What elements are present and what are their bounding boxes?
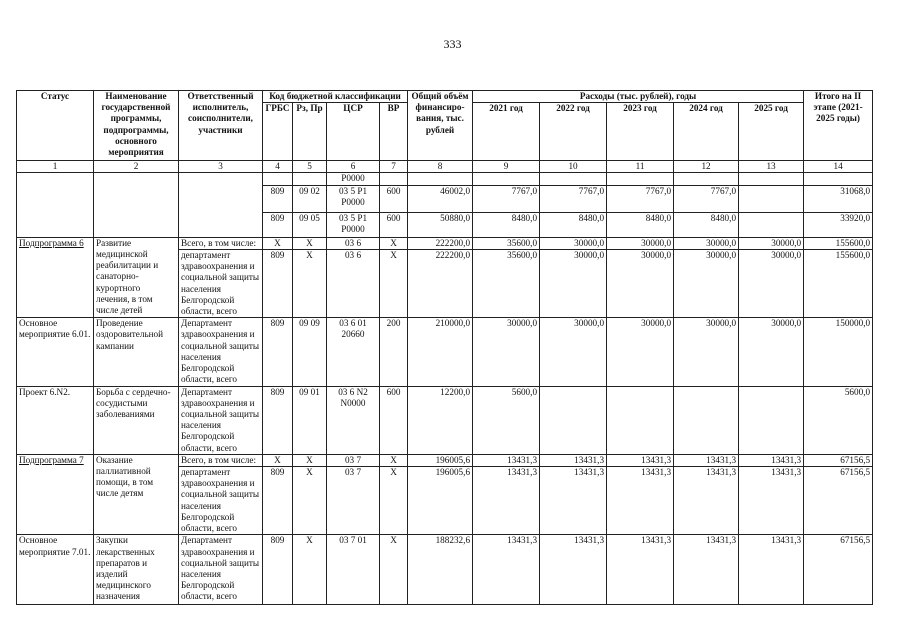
- y2024-cell: 8480,0: [674, 212, 739, 237]
- y2021-cell: 7767,0: [473, 185, 540, 212]
- table-row: [17, 535, 873, 605]
- vr-cell: 600: [380, 185, 408, 212]
- status-cell: Основное мероприятие 7.01.: [17, 535, 94, 605]
- total-cell: 196005,6: [408, 467, 473, 535]
- table-row: [17, 386, 873, 454]
- y2021-cell: 13431,3: [473, 467, 540, 535]
- grbs-cell: 809: [263, 185, 293, 212]
- grbs-cell: 809: [263, 467, 293, 535]
- responsible-cell: Департамент здравоохранения и социальной защиты населения Белгородской области, всего: [179, 386, 263, 454]
- responsible-cell: Всего, в том числе:: [179, 237, 263, 249]
- y2023-cell: [607, 173, 674, 185]
- name-cell: Проведение оздоровительной кампании: [94, 318, 179, 386]
- csr-cell: 03 6 01 20660: [327, 318, 380, 386]
- header-vr: ВР: [380, 103, 408, 161]
- responsible-cell: департамент здравоохранения и социальной защиты населения Белгородской области, всего: [179, 249, 263, 317]
- header-rzpr: Рз, Пр: [293, 103, 327, 161]
- y2021-cell: 8480,0: [473, 212, 540, 237]
- y2022-cell: 7767,0: [540, 185, 607, 212]
- total-cell: 222200,0: [408, 249, 473, 317]
- responsible-cell: [179, 173, 263, 237]
- column-number: 14: [804, 161, 873, 173]
- rzpr-cell: 09 05: [293, 212, 327, 237]
- y2024-cell: [674, 173, 739, 185]
- y2024-cell: [674, 386, 739, 454]
- y2022-cell: 30000,0: [540, 237, 607, 249]
- table-row: [17, 173, 873, 185]
- grbs-cell: Х: [263, 237, 293, 249]
- column-number: 3: [179, 161, 263, 173]
- y2024-cell: 7767,0: [674, 185, 739, 212]
- rzpr-cell: Х: [293, 237, 327, 249]
- y2022-cell: 13431,3: [540, 535, 607, 605]
- stage-cell: 67156,5: [804, 467, 873, 535]
- y2023-cell: 13431,3: [607, 535, 674, 605]
- csr-cell: 03 5 Р1 Р0000: [327, 185, 380, 212]
- y2023-cell: 8480,0: [607, 212, 674, 237]
- vr-cell: 600: [380, 386, 408, 454]
- vr-cell: Х: [380, 454, 408, 466]
- stage-cell: 155600,0: [804, 249, 873, 317]
- header-expenses: Расходы (тыс. рублей), годы: [473, 91, 804, 103]
- y2025-cell: 13431,3: [739, 454, 804, 466]
- header-2025: 2025 год: [739, 103, 804, 161]
- stage-cell: [804, 173, 873, 185]
- y2025-cell: [739, 185, 804, 212]
- header-2022: 2022 год: [540, 103, 607, 161]
- y2024-cell: 30000,0: [674, 249, 739, 317]
- y2025-cell: 30000,0: [739, 237, 804, 249]
- budget-table: [16, 90, 873, 605]
- grbs-cell: 809: [263, 212, 293, 237]
- responsible-cell: Всего, в том числе:: [179, 454, 263, 466]
- y2021-cell: 35600,0: [473, 237, 540, 249]
- y2024-cell: 13431,3: [674, 535, 739, 605]
- y2023-cell: 30000,0: [607, 237, 674, 249]
- y2021-cell: 13431,3: [473, 454, 540, 466]
- responsible-cell: Департамент здравоохранения и социальной защиты населения Белгородской области, всего: [179, 535, 263, 605]
- stage-cell: 155600,0: [804, 237, 873, 249]
- header-total: Общий объём финансиро-вания, тыс. рублей: [408, 91, 473, 161]
- y2025-cell: [739, 386, 804, 454]
- y2023-cell: 13431,3: [607, 467, 674, 535]
- total-cell: 196005,6: [408, 454, 473, 466]
- vr-cell: 600: [380, 212, 408, 237]
- y2024-cell: 13431,3: [674, 467, 739, 535]
- y2022-cell: 30000,0: [540, 249, 607, 317]
- column-number: 8: [408, 161, 473, 173]
- y2023-cell: 30000,0: [607, 318, 674, 386]
- vr-cell: Х: [380, 249, 408, 317]
- table-row: [17, 454, 873, 466]
- column-number: 5: [293, 161, 327, 173]
- csr-cell: 03 7 01: [327, 535, 380, 605]
- column-number: 1: [17, 161, 94, 173]
- y2025-cell: 30000,0: [739, 318, 804, 386]
- rzpr-cell: Х: [293, 454, 327, 466]
- responsible-cell: Департамент здравоохранения и социальной защиты населения Белгородской области, всего: [179, 318, 263, 386]
- y2023-cell: [607, 386, 674, 454]
- csr-cell: 03 5 Р1 Р0000: [327, 212, 380, 237]
- grbs-cell: [263, 173, 293, 185]
- grbs-cell: 809: [263, 386, 293, 454]
- column-number: 11: [607, 161, 674, 173]
- vr-cell: 200: [380, 318, 408, 386]
- csr-cell: 03 7: [327, 454, 380, 466]
- name-cell: [94, 173, 179, 237]
- vr-cell: Х: [380, 467, 408, 535]
- y2025-cell: [739, 212, 804, 237]
- y2022-cell: [540, 386, 607, 454]
- status-cell: Подпрограмма 7: [17, 454, 94, 535]
- status-cell: Проект 6.N2.: [17, 386, 94, 454]
- page-number: 333: [443, 37, 462, 51]
- y2022-cell: 30000,0: [540, 318, 607, 386]
- csr-cell: 03 6: [327, 237, 380, 249]
- header-status: Статус: [17, 91, 94, 161]
- y2025-cell: 30000,0: [739, 249, 804, 317]
- header-2021: 2021 год: [473, 103, 540, 161]
- rzpr-cell: 09 01: [293, 386, 327, 454]
- vr-cell: Х: [380, 237, 408, 249]
- y2022-cell: 13431,3: [540, 467, 607, 535]
- grbs-cell: Х: [263, 454, 293, 466]
- column-number: 12: [674, 161, 739, 173]
- stage-cell: 150000,0: [804, 318, 873, 386]
- status-cell: Основное мероприятие 6.01.: [17, 318, 94, 386]
- name-cell: Развитие медицинской реабилитации и санаторно-курортного лечения, в том числе детей: [94, 237, 179, 318]
- csr-cell: 03 6 N2 N0000: [327, 386, 380, 454]
- name-cell: Оказание паллиативной помощи, в том числе детям: [94, 454, 179, 535]
- name-cell: Закупки лекарственных препаратов и изделий медицинского назначения: [94, 535, 179, 605]
- y2021-cell: 30000,0: [473, 318, 540, 386]
- vr-cell: [380, 173, 408, 185]
- csr-cell: 03 7: [327, 467, 380, 535]
- column-number: 2: [94, 161, 179, 173]
- y2023-cell: 30000,0: [607, 249, 674, 317]
- column-number: 9: [473, 161, 540, 173]
- y2022-cell: 8480,0: [540, 212, 607, 237]
- rzpr-cell: Х: [293, 467, 327, 535]
- responsible-cell: департамент здравоохранения и социальной защиты населения Белгородской области, всего: [179, 467, 263, 535]
- total-cell: 46002,0: [408, 185, 473, 212]
- column-number: 13: [739, 161, 804, 173]
- csr-cell: Р0000: [327, 173, 380, 185]
- table-row: [17, 318, 873, 386]
- stage-cell: 67156,5: [804, 535, 873, 605]
- y2022-cell: 13431,3: [540, 454, 607, 466]
- column-number: 4: [263, 161, 293, 173]
- y2025-cell: 13431,3: [739, 535, 804, 605]
- y2024-cell: 30000,0: [674, 318, 739, 386]
- csr-cell: 03 6: [327, 249, 380, 317]
- grbs-cell: 809: [263, 249, 293, 317]
- column-number: 6: [327, 161, 380, 173]
- stage-cell: 67156,5: [804, 454, 873, 466]
- rzpr-cell: Х: [293, 535, 327, 605]
- y2023-cell: 13431,3: [607, 454, 674, 466]
- y2023-cell: 7767,0: [607, 185, 674, 212]
- column-number: 7: [380, 161, 408, 173]
- status-cell: Подпрограмма 6: [17, 237, 94, 318]
- header-responsible: Ответственный исполнитель, соисполнители, участники: [179, 91, 263, 161]
- grbs-cell: 809: [263, 318, 293, 386]
- y2021-cell: 5600,0: [473, 386, 540, 454]
- total-cell: 50880,0: [408, 212, 473, 237]
- rzpr-cell: [293, 173, 327, 185]
- stage-cell: 33920,0: [804, 212, 873, 237]
- header-grbs: ГРБС: [263, 103, 293, 161]
- rzpr-cell: 09 09: [293, 318, 327, 386]
- y2022-cell: [540, 173, 607, 185]
- header-budget-code: Код бюджетной классификации: [263, 91, 408, 103]
- stage-cell: 31068,0: [804, 185, 873, 212]
- y2025-cell: 13431,3: [739, 467, 804, 535]
- total-cell: 210000,0: [408, 318, 473, 386]
- header-stage-total: Итого на II этапе (2021-2025 годы): [804, 91, 873, 161]
- header-2024: 2024 год: [674, 103, 739, 161]
- y2024-cell: 30000,0: [674, 237, 739, 249]
- total-cell: [408, 173, 473, 185]
- grbs-cell: 809: [263, 535, 293, 605]
- vr-cell: Х: [380, 535, 408, 605]
- name-cell: Борьба с сердечно-сосудистыми заболеваниями: [94, 386, 179, 454]
- stage-cell: 5600,0: [804, 386, 873, 454]
- rzpr-cell: Х: [293, 249, 327, 317]
- status-cell: [17, 173, 94, 237]
- y2021-cell: 13431,3: [473, 535, 540, 605]
- header-name: Наименование государственной программы, подпрограммы, основного мероприятия: [94, 91, 179, 161]
- column-number: 10: [540, 161, 607, 173]
- header-2023: 2023 год: [607, 103, 674, 161]
- y2025-cell: [739, 173, 804, 185]
- y2024-cell: 13431,3: [674, 454, 739, 466]
- total-cell: 222200,0: [408, 237, 473, 249]
- total-cell: 12200,0: [408, 386, 473, 454]
- y2021-cell: [473, 173, 540, 185]
- table-row: [17, 237, 873, 249]
- rzpr-cell: 09 02: [293, 185, 327, 212]
- y2021-cell: 35600,0: [473, 249, 540, 317]
- column-number-row: [17, 161, 873, 173]
- total-cell: 188232,6: [408, 535, 473, 605]
- header-csr: ЦСР: [327, 103, 380, 161]
